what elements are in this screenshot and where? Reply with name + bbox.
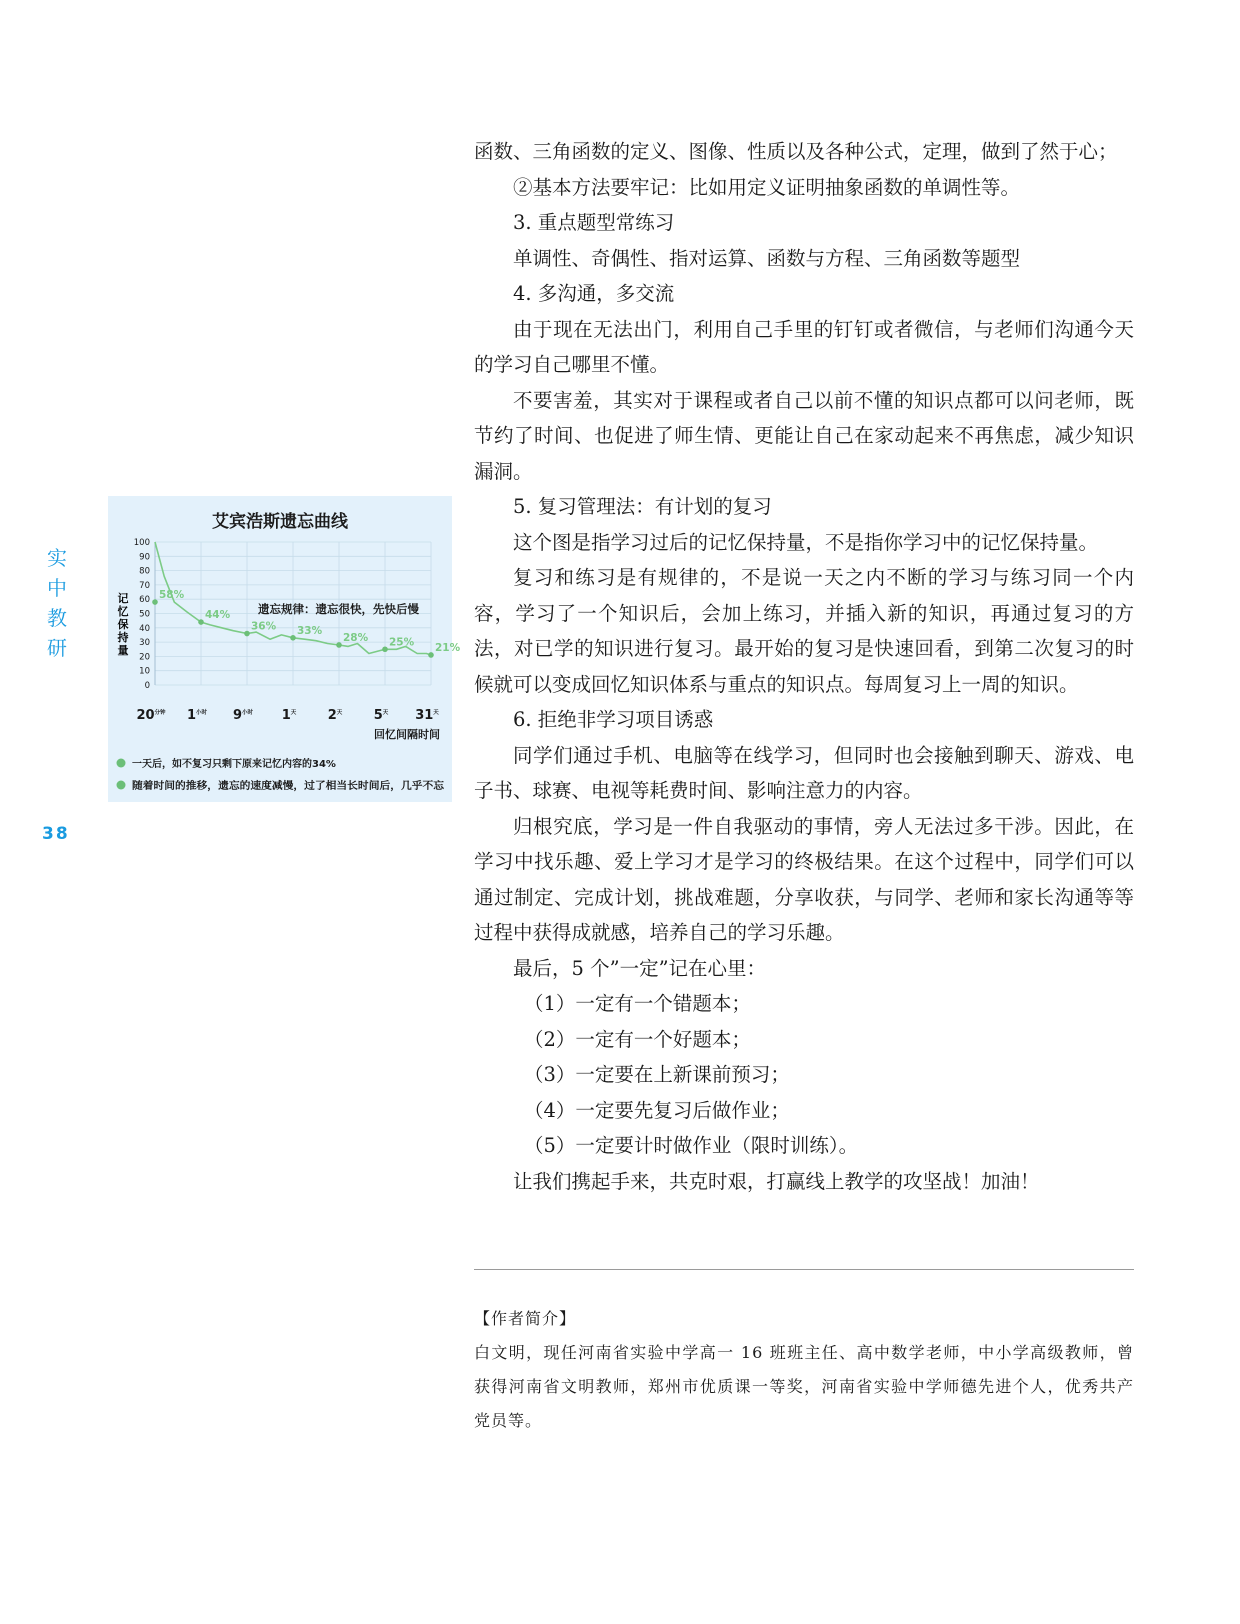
data-point — [428, 652, 434, 658]
list-item: （4）一定要先复习后做作业； — [524, 1098, 790, 1122]
x-tick-label: $2^天$ — [327, 708, 343, 723]
x-tick-label: $1^天$ — [281, 708, 297, 723]
section-label-char: 教 — [47, 606, 67, 630]
x-tick-label: $31^天$ — [415, 708, 439, 723]
y-axis-label — [118, 591, 129, 657]
data-label: 28% — [343, 631, 369, 644]
list-item: （5）一定要计时做作业（限时训练）。 — [524, 1134, 859, 1157]
data-label: 44% — [205, 609, 231, 622]
data-label: 58% — [159, 589, 185, 602]
chart-note: 一天后，如不复习只剩下原来记忆内容的34% — [132, 759, 336, 770]
data-label: 33% — [297, 624, 323, 637]
paragraph: 最后，5 个”一定”记在心里： — [513, 956, 767, 980]
data-label: 36% — [251, 620, 277, 633]
data-label: 21% — [435, 641, 461, 654]
y-tick-label: 100 — [133, 538, 150, 548]
data-point — [244, 631, 250, 637]
list-item: （1）一定有一个错题本； — [524, 992, 751, 1015]
y-tick-label: 90 — [139, 552, 150, 563]
note-bullet — [117, 781, 126, 790]
chart-series — [152, 542, 460, 658]
author-heading: 【作者简介】 — [474, 1309, 577, 1328]
page-number: 38 — [42, 824, 70, 844]
paragraph: 这个图是指学习过后的记忆保持量，不是指你学习中的记忆保持量。 — [513, 530, 1099, 554]
section-label-char: 中 — [47, 576, 67, 600]
paragraph: 不要害羞，其实对于课程或者自己以前不懂的知识点都可以问老师，既节约了时间、也促进了师生情、更能让自己在家动起来不再焦虑，减少知识漏洞。 — [474, 388, 1134, 483]
y-axis-label-char: 忆 — [117, 605, 129, 618]
rule-annotation: 遗忘规律：遗忘很快，先快后慢 — [258, 602, 419, 616]
x-axis-label: 回忆间隔时间 — [374, 728, 440, 741]
paragraph: ②基本方法要牢记：比如用定义证明抽象函数的单调性等。 — [513, 175, 1021, 199]
y-tick-label: 20 — [139, 652, 150, 663]
section-label-char: 实 — [47, 546, 67, 570]
x-tick-label: $9^{小时}$ — [232, 708, 254, 723]
x-tick-label: $1^{小时}$ — [186, 708, 208, 723]
article-body — [474, 134, 1134, 1199]
chart-title: 艾宾浩斯遗忘曲线 — [212, 512, 348, 532]
section-label — [42, 543, 72, 663]
y-tick-label: 40 — [139, 623, 150, 634]
forgetting-curve-figure — [108, 496, 461, 802]
y-axis-label-char: 保 — [117, 618, 129, 631]
y-tick-label: 30 — [139, 638, 150, 649]
y-axis-label-char: 记 — [117, 592, 129, 605]
paragraph: 函数、三角函数的定义、图像、性质以及各种公式，定理，做到了然于心； — [474, 140, 1118, 163]
data-point — [198, 619, 204, 625]
list-item: （3）一定要在上新课前预习； — [524, 1063, 790, 1086]
paragraph: 单调性、奇偶性、指对运算、函数与方程、三角函数等题型 — [513, 246, 1021, 270]
author-bio — [474, 1302, 1134, 1438]
y-tick-label: 10 — [139, 666, 150, 677]
paragraph: 复习和练习是有规律的，不是说一天之内不断的学习与练习同一个内容，学习了一个知识后，会加上练习，并插入新的知识，再通过复习的方法，对已学的知识进行复习。最开始的复习是快速回看，到第二次复习的时候就可以变成回忆知识体系与重点的知识点。每周复习上一周的知识。 — [474, 566, 1134, 696]
author-description: 白文明，现任河南省实验中学高一 16 班班主任、高中数学老师，中小学高级教师，曾获得河南省文明教师，郑州市优质课一等奖，河南省实验中学师德先进个人，优秀共产党员等。 — [474, 1343, 1134, 1430]
section-divider — [474, 1269, 1134, 1270]
y-tick-label: 50 — [139, 609, 150, 620]
data-point — [382, 646, 388, 652]
y-axis-label-char: 持 — [117, 631, 129, 644]
paragraph: 4. 多沟通，多交流 — [513, 282, 675, 305]
y-axis-label-char: 量 — [117, 644, 129, 657]
paragraph: 同学们通过手机、电脑等在线学习，但同时也会接触到聊天、游戏、电子书、球赛、电视等耗费时间、影响注意力的内容。 — [474, 743, 1134, 802]
y-tick-label: 70 — [139, 580, 150, 591]
x-tick-label: $20^{分钟}$ — [136, 708, 166, 723]
paragraph: 由于现在无法出门，利用自己手里的钉钉或者微信，与老师们沟通今天的学习自己哪里不懂。 — [474, 317, 1134, 376]
chart-note: 随着时间的推移，遗忘的速度减慢，过了相当长时间后，几乎不忘 — [132, 781, 422, 792]
y-tick-label: 0 — [144, 681, 150, 691]
y-tick-label: 60 — [139, 595, 150, 606]
y-tick-label: 80 — [139, 566, 150, 577]
list-item: （2）一定有一个好题本； — [524, 1027, 751, 1051]
data-point — [290, 635, 296, 641]
paragraph: 让我们携起手来，共克时艰，打赢线上教学的攻坚战！加油！ — [513, 1169, 1040, 1193]
paragraph: 5. 复习管理法：有计划的复习 — [513, 495, 772, 518]
section-label-char: 研 — [47, 636, 67, 660]
x-axis-ticks — [136, 708, 439, 723]
forgetting-curve-chart — [108, 496, 461, 802]
x-tick-label: $5^天$ — [373, 708, 389, 723]
paragraph: 6. 拒绝非学习项目诱惑 — [513, 708, 714, 731]
paragraph: 归根究底，学习是一件自我驱动的事情，旁人无法过多干涉。因此，在学习中找乐趣、爱上学习才是学习的终极结果。在这个过程中，同学们可以通过制定、完成计划，挑战难题，分享收获，与同学、老师和家长沟通等等过程中获得成就感，培养自己的学习乐趣。 — [474, 814, 1134, 944]
paragraph: 3. 重点题型常练习 — [513, 211, 675, 234]
data-label: 25% — [389, 636, 415, 649]
y-axis-ticks — [134, 538, 150, 691]
data-point — [336, 642, 342, 648]
note-bullet — [117, 759, 126, 768]
data-point — [152, 599, 158, 605]
